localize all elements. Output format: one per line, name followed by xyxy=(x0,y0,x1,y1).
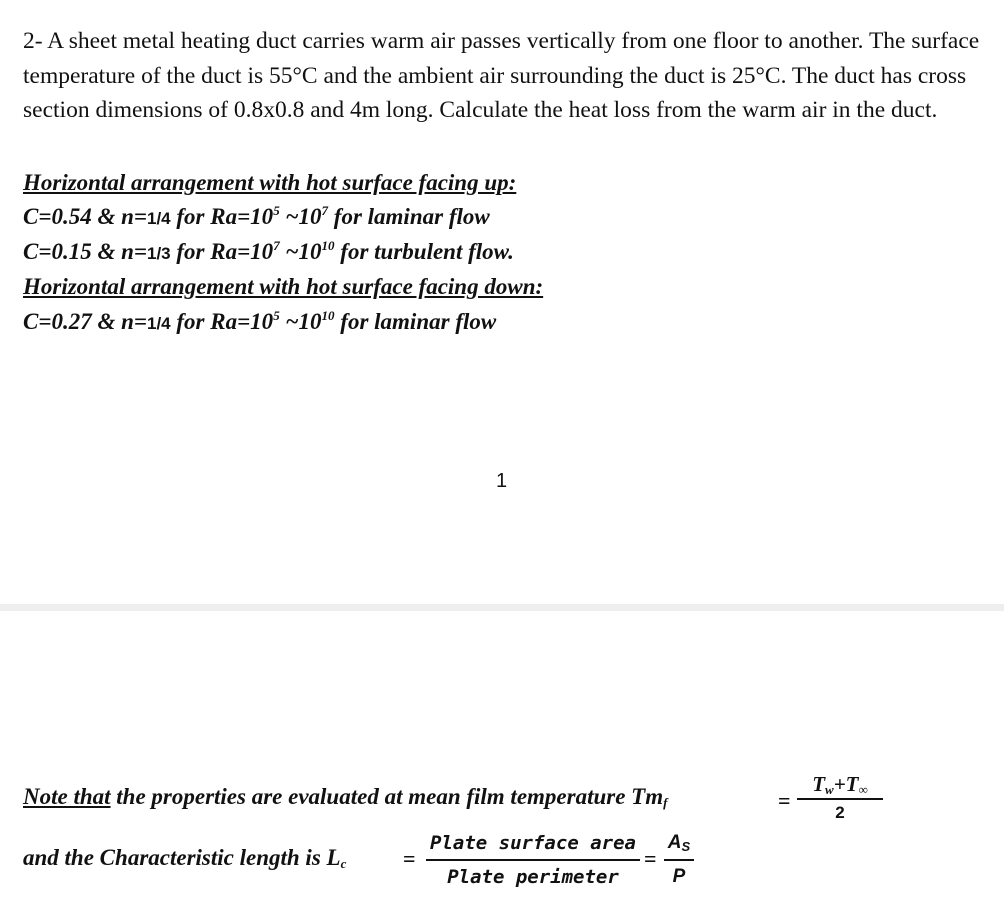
fraction-bar xyxy=(797,798,883,800)
fraction-bar xyxy=(664,859,694,861)
facing-up-row-1: C=0.54 & n=1/4 for $Ra=10^5$ $\sim 10^7$ for laminar flow xyxy=(23,203,490,229)
fraction-denominator: 2 xyxy=(835,802,845,822)
equals-sign: = xyxy=(778,788,791,813)
as-over-p-fraction xyxy=(664,829,694,891)
equals-sign: = xyxy=(644,846,657,871)
fraction-numerator: $T_w+T_\infty$ xyxy=(812,772,868,797)
facing-up-row-2: C=0.15 & n=1/3 for $Ra=10^7$ $\sim 10^{10}$ for turbulent flow. xyxy=(23,238,514,264)
fraction-denominator: Plate perimeter xyxy=(447,865,619,888)
fraction-denominator: P xyxy=(672,865,686,887)
film-temperature-note: Note that the properties are evaluated at mean film temperature $Tm_f$ xyxy=(23,784,668,810)
fraction-numerator: $A_S$ xyxy=(667,832,691,854)
fraction-bar xyxy=(426,859,640,861)
equals-sign: = xyxy=(403,846,416,871)
facing-down-row-1: C=0.27 & n=1/4 for $Ra=10^5$ $\sim 10^{10}$ for laminar flow xyxy=(23,308,497,334)
page-separator xyxy=(0,604,1004,611)
page-number: 1 xyxy=(496,470,508,492)
film-temperature-fraction xyxy=(797,771,883,825)
characteristic-length-label: and the Characteristic length is $L_c$ xyxy=(23,845,347,871)
facing-up-heading: Horizontal arrangement with hot surface facing up: xyxy=(23,170,517,195)
fraction-numerator: Plate surface area xyxy=(430,832,636,854)
problem-statement: 2- A sheet metal heating duct carries warm air passes vertically from one floor to another. The surface temperature of the duct is 55°C and the ambient air surrounding the duct is 25°C. The duct has cross section dimensions of 0.8x0.8 and 4m long. Calculate the heat loss from the warm air in the duct. xyxy=(23,28,980,124)
facing-down-heading: Horizontal arrangement with hot surface facing down: xyxy=(23,274,544,299)
document-page-2 xyxy=(0,611,1004,903)
area-perimeter-fraction xyxy=(426,829,640,891)
